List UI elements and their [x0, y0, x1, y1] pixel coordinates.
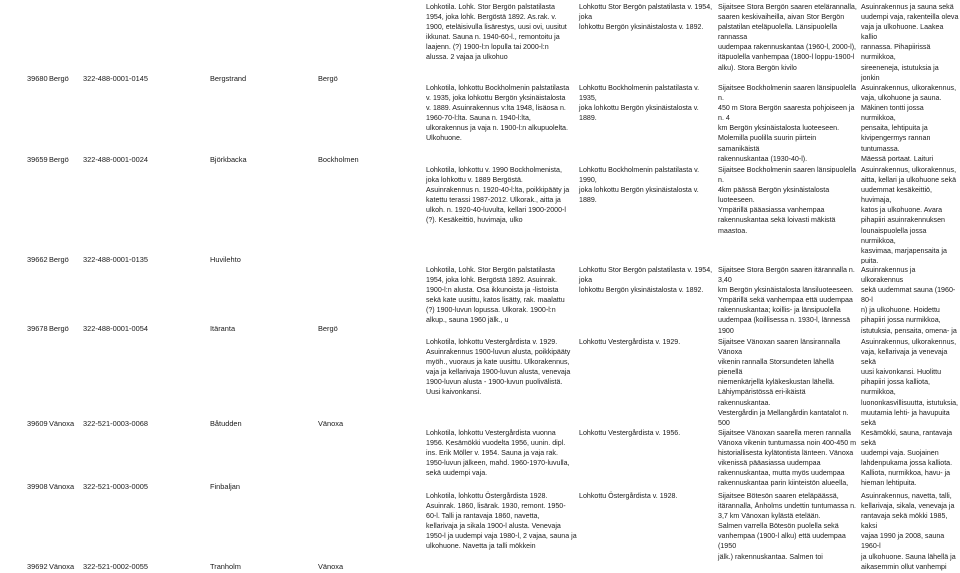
text-line: rakennuskantaa sekä loivasti mäkistä maastoa. — [718, 216, 836, 235]
property-id: 39678 — [27, 324, 48, 333]
description-cell — [425, 428, 580, 490]
text-line: alku). Stora Bergön kivilo — [718, 63, 797, 72]
property-name: Bergstrand — [210, 74, 247, 83]
property-id: 39680 — [27, 74, 48, 83]
text-line: lohkottu Bergön yksinäistalosta v. 1892. — [579, 286, 704, 295]
text-line: Asuinrakennus, ulkorakennus, — [861, 84, 957, 92]
text-line: kasvimaa, marjapensaita ja puita. — [861, 246, 947, 264]
text-line: Mäessä portaat. Laituri — [861, 154, 934, 163]
text-line: ins. Erik Möller v. 1954. Sauna ja vaja rak. — [426, 449, 558, 458]
origin-cell — [578, 491, 714, 572]
text-line: vaja ja kellarivaja 1900-luvun alusta, venevaja — [426, 368, 571, 377]
index-row — [0, 323, 425, 335]
text-line: ulkoh. n. 1920-40-luvulta, kellari 1900-2000-l — [426, 206, 566, 215]
text-line: Lohkottu Vestergårdista v. 1929. — [579, 338, 681, 346]
village: Bergö — [49, 324, 69, 333]
text-line: muutamia lehti- ja havupuita sekä — [861, 408, 950, 427]
description-cell — [425, 2, 580, 82]
text-line: Lohkotila, lohkottu v. 1990 Bockholmenista, — [426, 166, 562, 174]
location-cell — [717, 428, 860, 490]
text-line: uudempaa rakennuskantaa (1960-l, 2000-l), — [718, 43, 857, 52]
text-line: Sijaitsee Stora Bergön saaren itärannalla n. 3,40 — [718, 266, 855, 285]
text-line: joka lohkottu Bergön yksinäistalosta v. 1889. — [579, 104, 699, 123]
registry-number: 322-488-0001-0024 — [83, 155, 148, 164]
text-line: aikasemmin ollut vanhempi — [861, 562, 947, 571]
text-line: historiallisesta kylätontista länteen. Vänoxa — [718, 449, 854, 458]
property-id: 39908 — [27, 482, 48, 491]
text-line: v. 1889. Asuinrakennus v:lta 1948, lisäosa n. — [426, 104, 566, 113]
environment-cell — [860, 337, 960, 427]
text-line: Asuinrak. 1860, lisärak. 1930, remont. 1950- — [426, 502, 566, 511]
text-line: Kesämökki, sauna, rantavaja sekä — [861, 429, 953, 448]
text-line: rannassa. Pihapiirissä nurmikkoa, — [861, 43, 931, 62]
environment-cell — [860, 491, 960, 572]
text-line: ulkorakennus ja vaja n. 1900-l:n alkupuolelta. — [426, 124, 568, 133]
text-line: laajenn. (?) 1900-l:n lopulla tai 2000-l:n — [426, 43, 549, 52]
registry-number: 322-488-0001-0135 — [83, 255, 148, 264]
text-line: kellarivaja, sikala, venevaja ja — [861, 502, 955, 511]
text-line: vanhempaa (1900-l alku) että uudempaa (1950 — [718, 532, 846, 551]
text-line: 1900-luvun alusta - 1900-luvun puolivälistä. — [426, 378, 563, 387]
text-line: n) ja ulkohuone. Hoidettu — [861, 306, 940, 315]
text-line: Vänoxa vikenin tuntumassa noin 400-450 m — [718, 439, 857, 448]
text-line: myöh., vuoraus ja kate uusittu. Ulkorakennus, — [426, 358, 570, 367]
area-name: Bockholmen — [318, 155, 359, 164]
text-line: alkup., sauna 1960 jälk., u — [426, 316, 509, 325]
environment-cell — [860, 83, 960, 164]
text-line: uudempi vaja, rakenteilla oleva — [861, 13, 959, 22]
text-line: lohkottu Bergön yksinäistalosta v. 1892. — [579, 23, 704, 32]
text-line: Asuinrakennus n. 1920-40-l:lta, poikkipääty ja — [426, 186, 570, 195]
text-line: vikenissä pääasiassa uudempaa — [718, 459, 821, 468]
text-line: Lohkotila. Lohk. Stor Bergön palstatilasta — [426, 3, 555, 11]
text-line: uudempaa (koillisessa n. 1930-l, lännessä 1900 — [718, 316, 851, 335]
text-line: 1900, eteläisivulla lisärestys, uusi ovi, uusitut — [426, 23, 567, 32]
property-name: Huvilehto — [210, 255, 241, 264]
text-line: Sijaitsee Stora Bergön saaren etelärannalla, — [718, 3, 857, 11]
text-line: Lohkottu Bockholmenin palstatilasta v. 1935, — [579, 84, 700, 103]
text-line: Sijaitsee Bockholmenin saaren länsipuolella n. — [718, 84, 857, 103]
text-line: pihapiiri jossa nurmikkoa, — [861, 316, 941, 325]
text-line: lounaispuolella jossa nurmikkoa, — [861, 226, 927, 245]
text-line: Vestergårdin ja Mellangårdin kantatalot n. 500 — [718, 408, 849, 427]
property-table — [425, 0, 960, 573]
text-line: Lohkotila, lohkottu Östergårdista 1928. — [426, 492, 548, 500]
text-line: Lohkottu Stor Bergön palstatilasta v. 1954, joka — [579, 3, 713, 22]
text-line: kivipengermys rannan tuntumassa. — [861, 134, 931, 153]
registry-number: 322-521-0002-0055 — [83, 562, 148, 571]
property-name: Itäranta — [210, 324, 236, 333]
registry-number: 322-488-0001-0054 — [83, 324, 148, 333]
text-line: km Bergön yksinäistalosta luoteeseen. — [718, 124, 840, 133]
text-line: 1954, joka lohk. Bergöstä 1892. Asuinrak. — [426, 276, 557, 285]
text-line: kellarivaja ja sikala 1900-l alusta. Venevaja — [426, 522, 561, 531]
property-id: 39662 — [27, 255, 48, 264]
location-cell — [717, 165, 860, 264]
area-name: Bergö — [318, 74, 338, 83]
index-row — [0, 254, 425, 266]
text-line: Ulkohuone. — [426, 134, 462, 143]
village: Bergö — [49, 255, 69, 264]
text-line: 1954, joka lohk. Bergöstä 1892. As.rak. v. — [426, 13, 557, 22]
origin-cell — [578, 265, 714, 336]
property-name: Björkbacka — [210, 155, 247, 164]
text-line: Mäkinen tontti jossa nurmikkoa, — [861, 104, 924, 123]
text-line: aitta, kellari ja ulkohuone sekä — [861, 176, 957, 185]
property-name: Båtudden — [210, 419, 242, 428]
area-name: Bergö — [318, 324, 338, 333]
text-line: v. 1935, joka lohkottu Bergön yksinäistalosta — [426, 94, 566, 103]
text-line: 60-l. Talli ja rantavaja 1860, navetta, — [426, 512, 540, 521]
text-line: vaja, ulkohuone ja sauna. — [861, 94, 942, 103]
text-line: rakennuskantaa; koillis- ja länsipuolella — [718, 306, 841, 315]
property-name: Tranholm — [210, 562, 241, 571]
village: Bergö — [49, 74, 69, 83]
text-line: pensaita, lehtipuita ja — [861, 124, 928, 133]
property-id: 39692 — [27, 562, 48, 571]
text-line: itäpuolella vanhempaa (1800-l loppu-1900-l — [718, 53, 855, 62]
environment-cell — [860, 165, 960, 264]
text-line: Asuinrakennus ja ulkorakennus — [861, 266, 916, 285]
text-line: rantavaja sekä mökki 1985, kaksi — [861, 512, 948, 531]
text-line: uudemmat kesäkeittiö, huvimaja, — [861, 186, 932, 205]
property-id: 39659 — [27, 155, 48, 164]
registry-number: 322-521-0003-0005 — [83, 482, 148, 491]
index-row — [0, 418, 425, 430]
text-line: saaren keskivaiheilla, aivan Stor Bergön — [718, 13, 845, 22]
text-line: 450 m Stora Bergön saaresta pohjoiseen ja n. 4 — [718, 104, 855, 123]
text-line: Uusi kaivonkansi. — [426, 388, 482, 397]
text-line: ja ulkohuone. Sauna lähellä ja — [861, 552, 956, 561]
text-line: Sijaitsee Bockholmenin saaren länsipuolella n. — [718, 166, 857, 185]
text-line: uusi kaivonkansi. Huolittu — [861, 368, 942, 377]
description-cell — [425, 491, 580, 572]
text-line: rakennuskantaa parin kiinteistön alueella, — [718, 479, 849, 488]
text-line: Sijaitsee Vänoxan saaren länsirannalla Vänoxa — [718, 338, 841, 357]
text-line: Lohkotila, lohkottu Bockholmenin palstatilasta — [426, 84, 570, 92]
text-line: (?) 1900-luvun lopussa. Ulkorak. 1900-l:n — [426, 306, 556, 315]
location-cell — [717, 2, 860, 82]
text-line: Lohkottu Bockholmenin palstatilasta v. 1990, — [579, 166, 700, 185]
text-line: ikkunat. Sauna n. 1940-60-l., remontoitu ja — [426, 33, 560, 42]
index-row — [0, 561, 425, 573]
origin-cell — [578, 2, 714, 82]
text-line: katos ja ulkohuone. Avara — [861, 206, 943, 215]
text-line: vaja, kellarivaja ja venevaja sekä — [861, 348, 948, 367]
text-line: palstatilan eteläpuolella. Länsipuolella rannassa — [718, 23, 838, 42]
text-line: sekä uudemmat sauna (1960-80-l — [861, 286, 956, 305]
location-cell — [717, 491, 860, 572]
text-line: 1900-l:n alusta. Osa ikkunoista ja -listoista — [426, 286, 559, 295]
text-line: Sijaitsee Vänoxan saarella meren rannalla — [718, 429, 851, 437]
village: Vänoxa — [49, 419, 75, 428]
text-line: Asuinrakennus, ulkorakennus, — [861, 338, 957, 346]
property-name: Finbaljan — [210, 482, 240, 491]
village: Vänoxa — [49, 562, 75, 571]
area-name: Vänoxa — [318, 562, 344, 571]
location-cell — [717, 265, 860, 336]
text-line: Lohkottu Vestergårdista v. 1956. — [579, 429, 681, 437]
text-line: vajaa 1990 ja 2008, sauna 1960-l — [861, 532, 945, 551]
description-cell — [425, 265, 580, 336]
environment-cell — [860, 428, 960, 490]
text-line: rakennuskantaa (1930-40-l). — [718, 154, 808, 163]
text-line: rakennuskantaa, mutta myös uudempaa — [718, 469, 845, 478]
text-line: Salmen varrella Bötesön puolella sekä — [718, 522, 839, 531]
text-line: katettu terassi 1987-2012. Ulkorak., aitta ja — [426, 196, 561, 205]
text-line: Lohkotila, Lohk. Stor Bergön palstatilasta — [426, 266, 555, 274]
text-line: Ympärillä sekä vanhempaa että uudempaa — [718, 296, 853, 305]
property-index — [0, 0, 425, 573]
text-line: uudempi vaja. Suojainen — [861, 449, 939, 458]
text-line: niemenkärjellä kyläkeskustan lähellä. — [718, 378, 835, 387]
text-line: Lohkottu Stor Bergön palstatilasta v. 1954, joka — [579, 266, 713, 285]
text-line: ulkohuone. Navetta ja talli mökkein — [426, 542, 536, 551]
village: Vänoxa — [49, 482, 75, 491]
text-line: vaja ja ulkohuone. Laakea kallio — [861, 23, 944, 42]
text-line: Asuinrakennus, navetta, talli, — [861, 492, 952, 500]
text-line: Asuinrakennus, ulkorakennus, — [861, 166, 957, 174]
text-line: Lohkottu Östergårdista v. 1928. — [579, 492, 678, 500]
index-row — [0, 73, 425, 85]
text-line: hieman lehtipuita. — [861, 479, 917, 488]
text-line: 1950-luvun jälkeen, mahd. 1960-1970-luvulla, — [426, 459, 570, 468]
text-line: itärannalla, Änholms undettin tuntumassa n. — [718, 502, 857, 511]
text-line: sireeneneja, istutuksia ja jonkin — [861, 63, 939, 82]
text-line: joka lohkottu Bergön yksinäistalosta v. 1889. — [579, 186, 699, 205]
text-line: lahdenpukama jossa kalliota. — [861, 459, 953, 468]
area-name: Vänoxa — [318, 419, 344, 428]
text-line: sekä kate uusittu, katos lisätty, rak. maalattu — [426, 296, 565, 305]
text-line: 1956. Kesämökki vuodelta 1956, uunin. dipl. — [426, 439, 566, 448]
registry-number: 322-488-0001-0145 — [83, 74, 148, 83]
text-line: Ympärillä pääasiassa vanhempaa — [718, 206, 825, 215]
property-id: 39609 — [27, 419, 48, 428]
text-line: 1950-l ja uudempi vaja 1980-l, 2 vajaa, sauna ja — [426, 532, 577, 541]
description-cell — [425, 337, 580, 427]
text-line: Lähiympäristössä eri-ikäistä rakennuskantaa. — [718, 388, 806, 407]
location-cell — [717, 83, 860, 164]
index-row — [0, 154, 425, 166]
origin-cell — [578, 83, 714, 164]
location-cell — [717, 337, 860, 427]
text-line: alussa. 2 vajaa ja ulkohuo — [426, 53, 508, 62]
index-row — [0, 481, 425, 493]
text-line: Lohkotila, lohkottu Vestergårdista vuonna — [426, 429, 556, 437]
text-line: sekä uudempi vaja. — [426, 469, 488, 478]
text-line: Kalliota, nurmikkoa, havu- ja — [861, 469, 951, 478]
text-line: jälk.) rakennuskantaa. Salmen toi — [718, 552, 823, 561]
text-line: 4km päässä Bergön yksinäistalosta luoteeseen. — [718, 186, 830, 205]
description-cell — [425, 83, 580, 164]
text-line: Molemilla puolilla suurin piirtein samanikäistä — [718, 134, 817, 153]
text-line: pihapiiri asuinrakennuksen — [861, 216, 945, 225]
origin-cell — [578, 165, 714, 264]
text-line: Asuinrakennus ja sauna sekä — [861, 3, 954, 11]
text-line: Sijaitsee Bötesön saaren eteläpäässä, — [718, 492, 839, 500]
text-line: pihapiiri jossa kalliota, nurmikkoa, — [861, 378, 931, 397]
village: Bergö — [49, 155, 69, 164]
text-line: Lohkotila, lohkottu Vestergårdista v. 1929. — [426, 338, 558, 346]
text-line: istutuksia, pensaita, omena- ja — [861, 326, 957, 335]
text-line: 3,7 km Vänoxan kylästä etelään. — [718, 512, 821, 521]
environment-cell — [860, 265, 960, 336]
text-line: luononkasvillisuutta, istutuksia, — [861, 398, 958, 407]
origin-cell — [578, 337, 714, 427]
description-cell — [425, 165, 580, 264]
text-line: km Bergön yksinäistalosta länsiluoteeseen. — [718, 286, 854, 295]
text-line: vikenin rannalla Storsundeten lähellä pienellä — [718, 358, 834, 377]
text-line: (?). Kesäkeittiö, huvimaja, ulko — [426, 216, 523, 225]
text-line: 1960-70-l:lta. Sauna n. 1940-l:lta, — [426, 114, 531, 123]
text-line: Asuinrakennus 1900-luvun alusta, poikkipääty — [426, 348, 571, 357]
registry-number: 322-521-0003-0068 — [83, 419, 148, 428]
environment-cell — [860, 2, 960, 82]
origin-cell — [578, 428, 714, 490]
text-line: joka lohkottu v. 1889 Bergöstä. — [426, 176, 523, 185]
